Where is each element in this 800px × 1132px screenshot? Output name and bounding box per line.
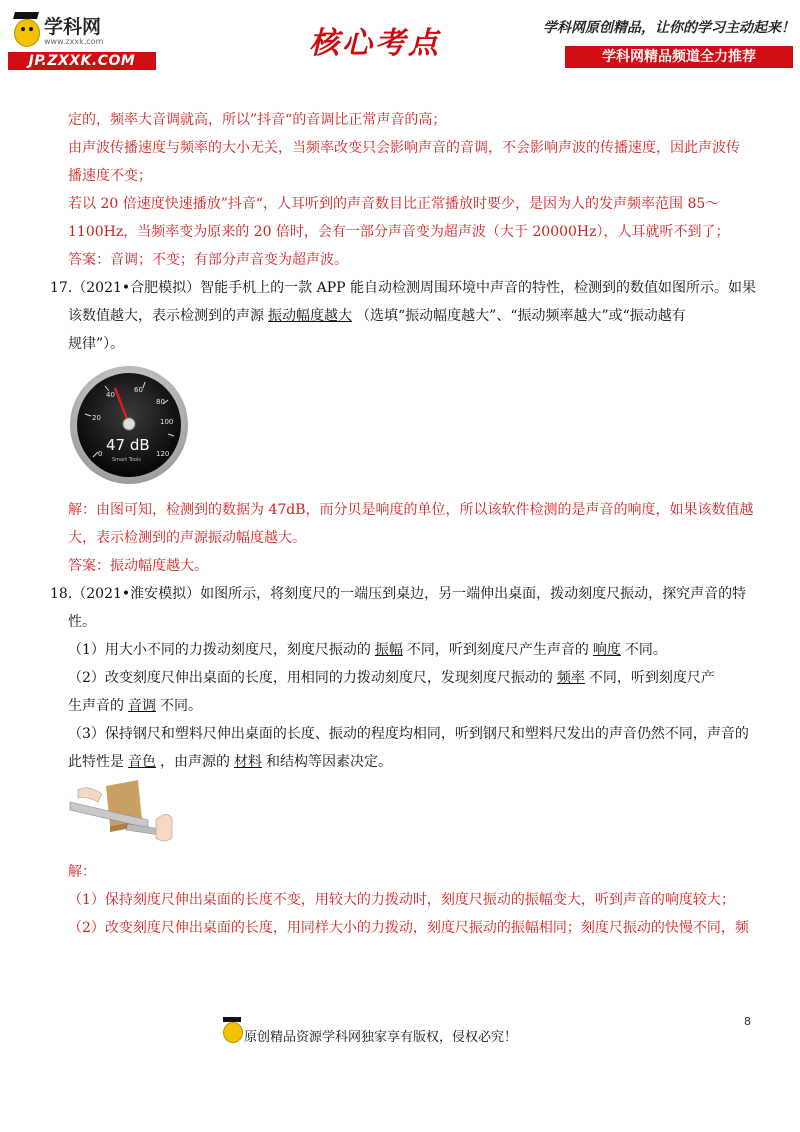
page-number: 8 [744, 1015, 751, 1028]
question-part-3: （3）保持钢尺和塑料尺伸出桌面的长度、振动的程度均相同，听到钢尺和塑料尺发出的声音仍然不同，声音的 [68, 726, 749, 742]
question-part-3: 此特性是 音色 ，由声源的 材料 和结构等因素决定。 [68, 754, 392, 770]
header-title: 核心考点 [309, 26, 441, 61]
question-number: 18. [50, 586, 73, 602]
fill-blank-answer: 响度 [592, 642, 621, 658]
dial-tick-label: 60 [134, 386, 143, 394]
answer-line: 答案：音调；不变；有部分声音变为超声波。 [68, 252, 348, 268]
dial-tick-label: 20 [92, 414, 101, 422]
fill-blank-answer: 频率 [556, 670, 585, 686]
question-17 [50, 274, 758, 302]
solution-heading: 解： [68, 864, 96, 880]
logo-domain-bar: JP.ZXXK.COM [8, 52, 156, 70]
dial-tick-label: 80 [156, 398, 165, 406]
solution-text: 1100Hz，当频率变为原来的 20 倍时，会有一部分声音变为超声波（大于 20000Hz），人耳就听不到了； [68, 224, 730, 240]
brand-logo[interactable] [8, 12, 158, 70]
answer-line: 答案：振动幅度越大。 [68, 558, 208, 574]
page-header [0, 0, 800, 100]
dial-reading: 47 dB [106, 436, 150, 454]
fill-blank-answer: 音色 [128, 754, 156, 770]
solution-text: 解：由图可知，检测到的数据为 47dB，而分贝是响度的单位，所以该软件检测的是声音的响度，如果该数值越 [68, 502, 754, 518]
logo-name: 学科网 [44, 15, 102, 38]
question-text: （2021•合肥模拟）智能手机上的一款 APP 能自动检测周围环境中声音的特性，检测到的数值如图所示。如果 [72, 280, 757, 296]
question-part-2: 生声音的 音调 不同。 [68, 698, 202, 714]
question-part-1: （1）用大小不同的力拨动刻度尺，刻度尺振动的 振幅 不同，听到刻度尺产生声音的 响度 不同。 [68, 642, 667, 658]
fill-blank-answer: 材料 [234, 754, 262, 770]
question-text: 规律”）。 [68, 336, 125, 352]
dial-tick-label: 100 [160, 418, 174, 426]
copyright-notice: 原创精品资源学科网独家享有版权，侵权必究！ [244, 1030, 518, 1045]
solution-text: 由声波传播速度与频率的大小无关，当频率改变只会影响声音的音调，不会影响声波的传播速度，因此声波传 [68, 140, 740, 156]
solution-text: 大，表示检测到的声源振动幅度越大。 [68, 530, 306, 546]
solution-text: （2）改变刻度尺伸出桌面的长度，用同样大小的力拨动，刻度尺振动的振幅相同；刻度尺振动的快慢不同，频 [68, 920, 749, 936]
fill-blank-answer: 振动幅度越大 [268, 308, 352, 324]
document-body [50, 106, 758, 942]
question-text: 该数值越大，表示检测到的声源 振动幅度越大 （选填“振动幅度越大”、“振动频率越大”或“振动越有 [68, 308, 686, 324]
header-slogan: 学科网原创精品，让你的学习主动起来！ [543, 20, 795, 36]
dial-tick-label: 40 [106, 391, 115, 399]
fill-blank-answer: 音调 [128, 698, 156, 714]
solution-text: 播速度不变； [68, 168, 152, 184]
question-part-2: （2）改变刻度尺伸出桌面的长度，用相同的力拨动刻度尺，发现刻度尺振动的 频率 不同，听到刻度尺产 [68, 670, 715, 686]
question-number: 17. [50, 280, 73, 296]
dial-tick-label: 0 [98, 450, 103, 458]
promo-banner: 学科网精品频道全力推荐 [565, 46, 793, 68]
fill-blank-answer: 振幅 [374, 642, 403, 658]
question-text: （2021•淮安模拟）如图所示，将刻度尺的一端压到桌边，另一端伸出桌面，拨动刻度尺振动，探究声音的特 [72, 586, 747, 602]
mascot-icon [8, 12, 44, 50]
ruler-experiment-figure [68, 780, 178, 852]
question-text: 性。 [68, 614, 96, 630]
sound-meter-figure [68, 364, 190, 486]
question-18 [50, 580, 758, 608]
dial-brand: Smart Tools [112, 457, 142, 463]
solution-text: 定的，频率大音调就高，所以”抖音“的音调比正常声音的高； [68, 112, 447, 128]
dial-tick-label: 120 [156, 450, 170, 458]
solution-text: 若以 20 倍速度快速播放”抖音“，人耳听到的声音数目比正常播放时要少，是因为人的发声频率范围 85～ [68, 196, 720, 212]
page-footer [220, 1017, 580, 1047]
logo-url: www.zxxk.com [44, 36, 104, 46]
mascot-icon [220, 1017, 244, 1045]
solution-text: （1）保持刻度尺伸出桌面的长度不变，用较大的力拨动时，刻度尺振动的振幅变大，听到声音的响度较大； [68, 892, 735, 908]
